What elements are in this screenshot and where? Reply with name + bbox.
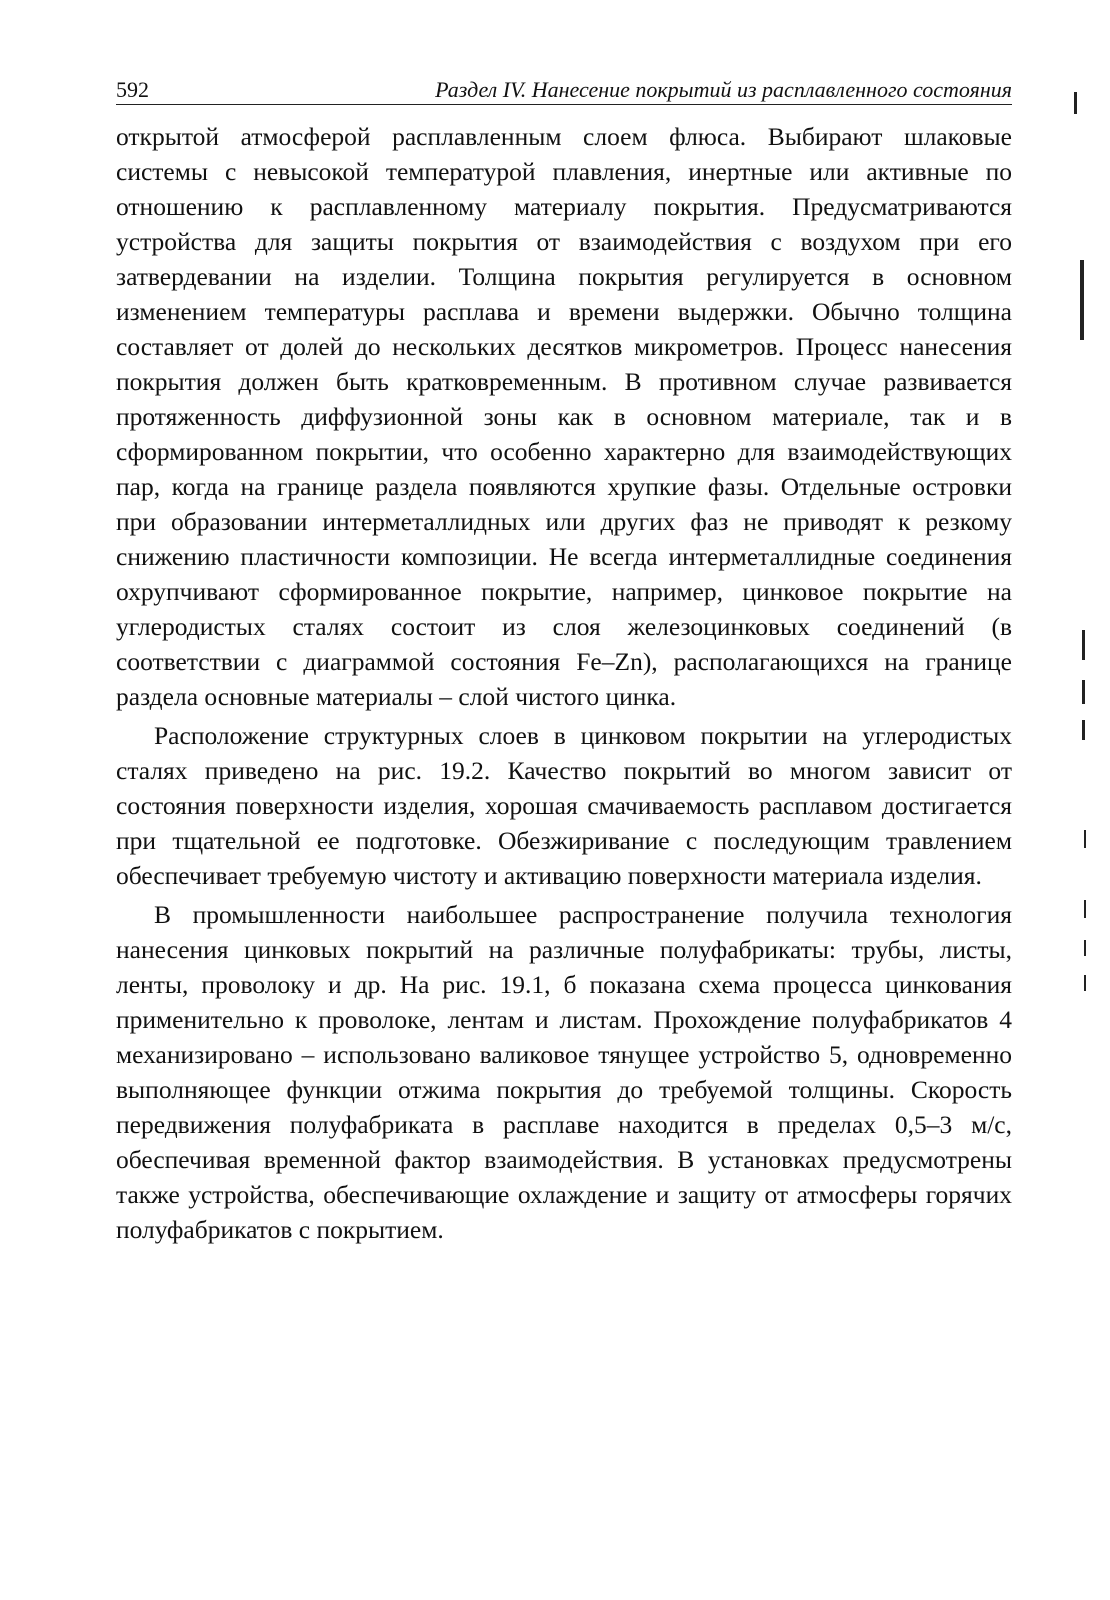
body-text bbox=[116, 119, 1012, 1247]
scan-edge-artifacts bbox=[1060, 70, 1110, 1370]
running-head: Раздел IV. Нанесение покрытий из расплавленного состояния bbox=[435, 77, 1012, 102]
paragraph: открытой атмосферой расплавленным слоем флюса. Выбирают шлаковые системы с невысокой температурой плавления, инертные или активные по отношению к расплавленному материалу покрытия. Предусматриваются устройства для защиты покрытия от взаимодействия с воздухом при его затвердевании на изделии. Толщина покрытия регулируется в основном изменением температуры расплава и времени выдержки. Обычно толщина составляет от долей до нескольких десятков микрометров. Процесс нанесения покрытия должен быть кратковременным. В противном случае развивается протяженность диффузионной зоны как в основном материале, так и в сформированном покрытии, что особенно характерно для взаимодействующих пар, когда на границе раздела появляются хрупкие фазы. Отдельные островки при образовании интерметаллидных или других фаз не приводят к резкому снижению пластичности композиции. Не всегда интерметаллидные соединения охрупчивают сформированное покрытие, например, цинковое покрытие на углеродистых сталях состоит из слоя железоцинковых соединений (в соответствии с диаграммой состояния Fe–Zn), располагающихся на границе раздела основные материалы – слой чистого цинка. bbox=[116, 122, 1012, 711]
page-header bbox=[116, 74, 1012, 105]
page-number: 592 bbox=[116, 77, 149, 102]
paragraph: Расположение структурных слоев в цинковом покрытии на углеродистых сталях приведено на рис. 19.2. Качество покрытий во многом зависит от состояния поверхности изделия, хорошая смачиваемость расплавом достигается при тщательной ее подготовке. Обезжиривание с последующим травлением обеспечивает требуемую чистоту и активацию поверхности материала изделия. bbox=[116, 721, 1012, 890]
paragraph: В промышленности наибольшее распространение получила технология нанесения цинковых покрытий на различные полуфабрикаты: трубы, листы, ленты, проволоку и др. На рис. 19.1, б показана схема процесса цинкования применительно к проволоке, лентам и листам. Прохождение полуфабрикатов 4 механизировано – использовано валиковое тянущее устройство 5, одновременно выполняющее функции отжима покрытия до требуемой толщины. Скорость передвижения полуфабриката в расплаве находится в пределах 0,5–3 м/с, обеспечивая временной фактор взаимодействия. В установках предусмотрены также устройства, обеспечивающие охлаждение и защиту от атмосферы горячих полуфабрикатов с покрытием. bbox=[116, 900, 1012, 1244]
